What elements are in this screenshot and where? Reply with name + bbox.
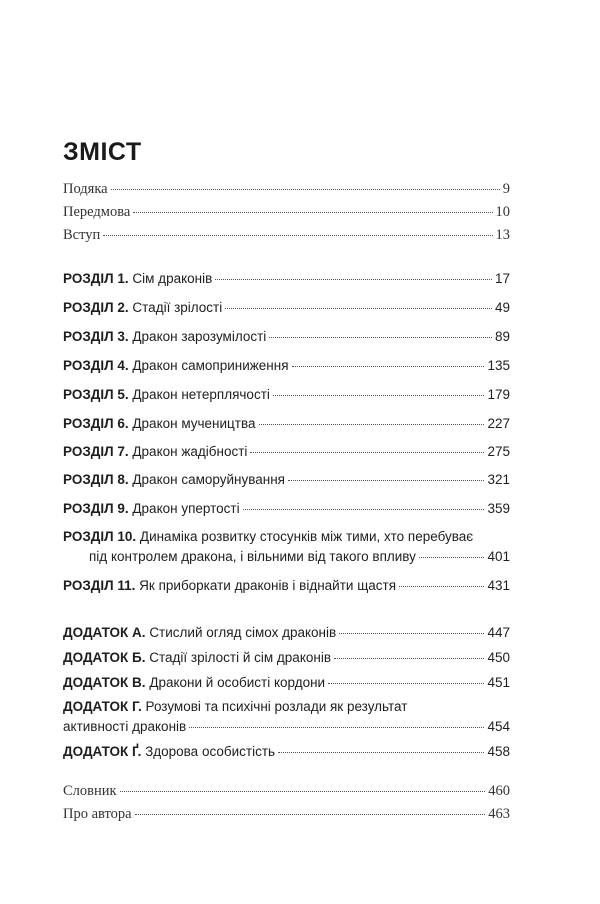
dot-leader (215, 279, 492, 280)
page-number: 227 (487, 416, 510, 431)
dot-leader (111, 189, 500, 190)
toc-entry-appendix[interactable] (63, 625, 510, 640)
dot-leader (339, 633, 484, 634)
entry-label: РОЗДІЛ 3. (63, 329, 129, 344)
dot-leader (273, 395, 485, 396)
toc-entry-front[interactable] (63, 181, 510, 198)
toc-entry-appendix-first-line[interactable] (63, 699, 407, 714)
entry-text: Подяка (63, 181, 108, 197)
entry-label: РОЗДІЛ 7. (63, 444, 129, 459)
toc-entry-back[interactable] (63, 783, 510, 800)
entry-label: ДОДАТОК Ґ. (63, 744, 142, 759)
page-number: 450 (487, 650, 510, 665)
entry-label: РОЗДІЛ 8. (63, 472, 129, 487)
dot-leader (292, 366, 485, 367)
dot-leader (189, 727, 484, 728)
page-number: 401 (487, 549, 510, 564)
page-number: 359 (487, 501, 510, 516)
page-number: 447 (487, 625, 510, 640)
toc-entry-chapter[interactable] (63, 501, 510, 516)
dot-leader (243, 509, 485, 510)
entry-text: Дракон мучеництва (132, 416, 256, 431)
entry-label: РОЗДІЛ 6. (63, 416, 129, 431)
page-number: 454 (487, 719, 510, 734)
dot-leader (133, 212, 492, 213)
dot-leader (288, 480, 484, 481)
toc-entry-appendix[interactable] (63, 744, 510, 759)
entry-text: Як приборкати драконів і віднайти щастя (139, 578, 397, 593)
dot-leader (399, 586, 484, 587)
toc-entry-back[interactable] (63, 806, 510, 823)
toc-entry-chapter[interactable] (63, 416, 510, 431)
entry-text: Сім драконів (132, 271, 213, 286)
dot-leader (135, 814, 486, 815)
entry-text: Динаміка розвитку стосунків між тими, хто перебуває (139, 529, 474, 544)
page-number: 451 (487, 675, 510, 690)
dot-leader (419, 557, 485, 558)
entry-label: РОЗДІЛ 10. (63, 529, 137, 544)
toc-entry-chapter[interactable] (63, 300, 510, 315)
page-number: 89 (494, 329, 510, 344)
page-number: 9 (502, 181, 510, 197)
toc-entry-chapter-first-line[interactable] (63, 529, 473, 544)
dot-leader (328, 683, 484, 684)
page-number: 431 (487, 578, 510, 593)
toc-entry-chapter[interactable] (63, 472, 510, 487)
entry-text: Словник (63, 783, 117, 799)
entry-text-continued: активності драконів (63, 719, 187, 734)
entry-text: Розумові та психічні розлади як результат (145, 699, 408, 714)
entry-text: Дракон саморуйнування (132, 472, 285, 487)
entry-text: Вступ (63, 227, 101, 243)
toc-entry-front[interactable] (63, 204, 510, 221)
page-number: 49 (494, 300, 510, 315)
entry-text: Дракон зарозумілості (132, 329, 267, 344)
toc-entry-appendix-continuation[interactable] (63, 719, 510, 734)
toc-entry-chapter[interactable] (63, 358, 510, 373)
toc-entry-chapter[interactable] (63, 271, 510, 286)
entry-label: ДОДАТОК Г. (63, 699, 142, 714)
dot-leader (120, 791, 486, 792)
entry-text: Дракон самоприниження (132, 358, 289, 373)
entry-label: РОЗДІЛ 4. (63, 358, 129, 373)
dot-leader (278, 752, 484, 753)
entry-label: РОЗДІЛ 5. (63, 387, 129, 402)
page-number: 179 (487, 387, 510, 402)
entry-text: Про автора (63, 806, 132, 822)
page-number: 321 (487, 472, 510, 487)
toc-entry-front[interactable] (63, 227, 510, 244)
entry-text: Стадії зрілості (132, 300, 223, 315)
page-number: 463 (488, 806, 510, 822)
dot-leader (250, 452, 484, 453)
toc-entry-chapter[interactable] (63, 329, 510, 344)
entry-label: ДОДАТОК Б. (63, 650, 146, 665)
toc-entry-appendix[interactable] (63, 675, 510, 690)
page-number: 275 (487, 444, 510, 459)
toc-entry-chapter-continuation[interactable] (89, 549, 510, 564)
page-number: 17 (494, 271, 510, 286)
dot-leader (259, 424, 485, 425)
entry-label: РОЗДІЛ 1. (63, 271, 129, 286)
entry-text: Дракон нетерплячості (132, 387, 270, 402)
dot-leader (334, 658, 484, 659)
entry-label: ДОДАТОК В. (63, 675, 146, 690)
page-number: 13 (495, 227, 510, 243)
page-number: 458 (487, 744, 510, 759)
toc-entry-chapter[interactable] (63, 444, 510, 459)
entry-text: Дракони й особисті кордони (149, 675, 326, 690)
page-number: 460 (488, 783, 510, 799)
entry-label: РОЗДІЛ 2. (63, 300, 129, 315)
page-title: ЗМІСТ (63, 138, 142, 166)
entry-text-continued: під контролем дракона, і вільними від такого впливу (89, 549, 416, 564)
page-number: 10 (495, 204, 510, 220)
entry-text: Здорова особистість (145, 744, 276, 759)
toc-entry-chapter[interactable] (63, 387, 510, 402)
entry-label: ДОДАТОК А. (63, 625, 146, 640)
entry-text: Дракон упертості (132, 501, 240, 516)
entry-text: Дракон жадібності (132, 444, 248, 459)
entry-text: Передмова (63, 204, 131, 220)
toc-entry-chapter[interactable] (63, 578, 510, 593)
entry-text: Стислий огляд сімох драконів (149, 625, 337, 640)
dot-leader (269, 337, 492, 338)
dot-leader (103, 235, 492, 236)
entry-label: РОЗДІЛ 9. (63, 501, 129, 516)
toc-entry-appendix[interactable] (63, 650, 510, 665)
entry-text: Стадії зрілості й сім драконів (149, 650, 332, 665)
dot-leader (225, 308, 492, 309)
entry-label: РОЗДІЛ 11. (63, 578, 136, 593)
page-number: 135 (487, 358, 510, 373)
